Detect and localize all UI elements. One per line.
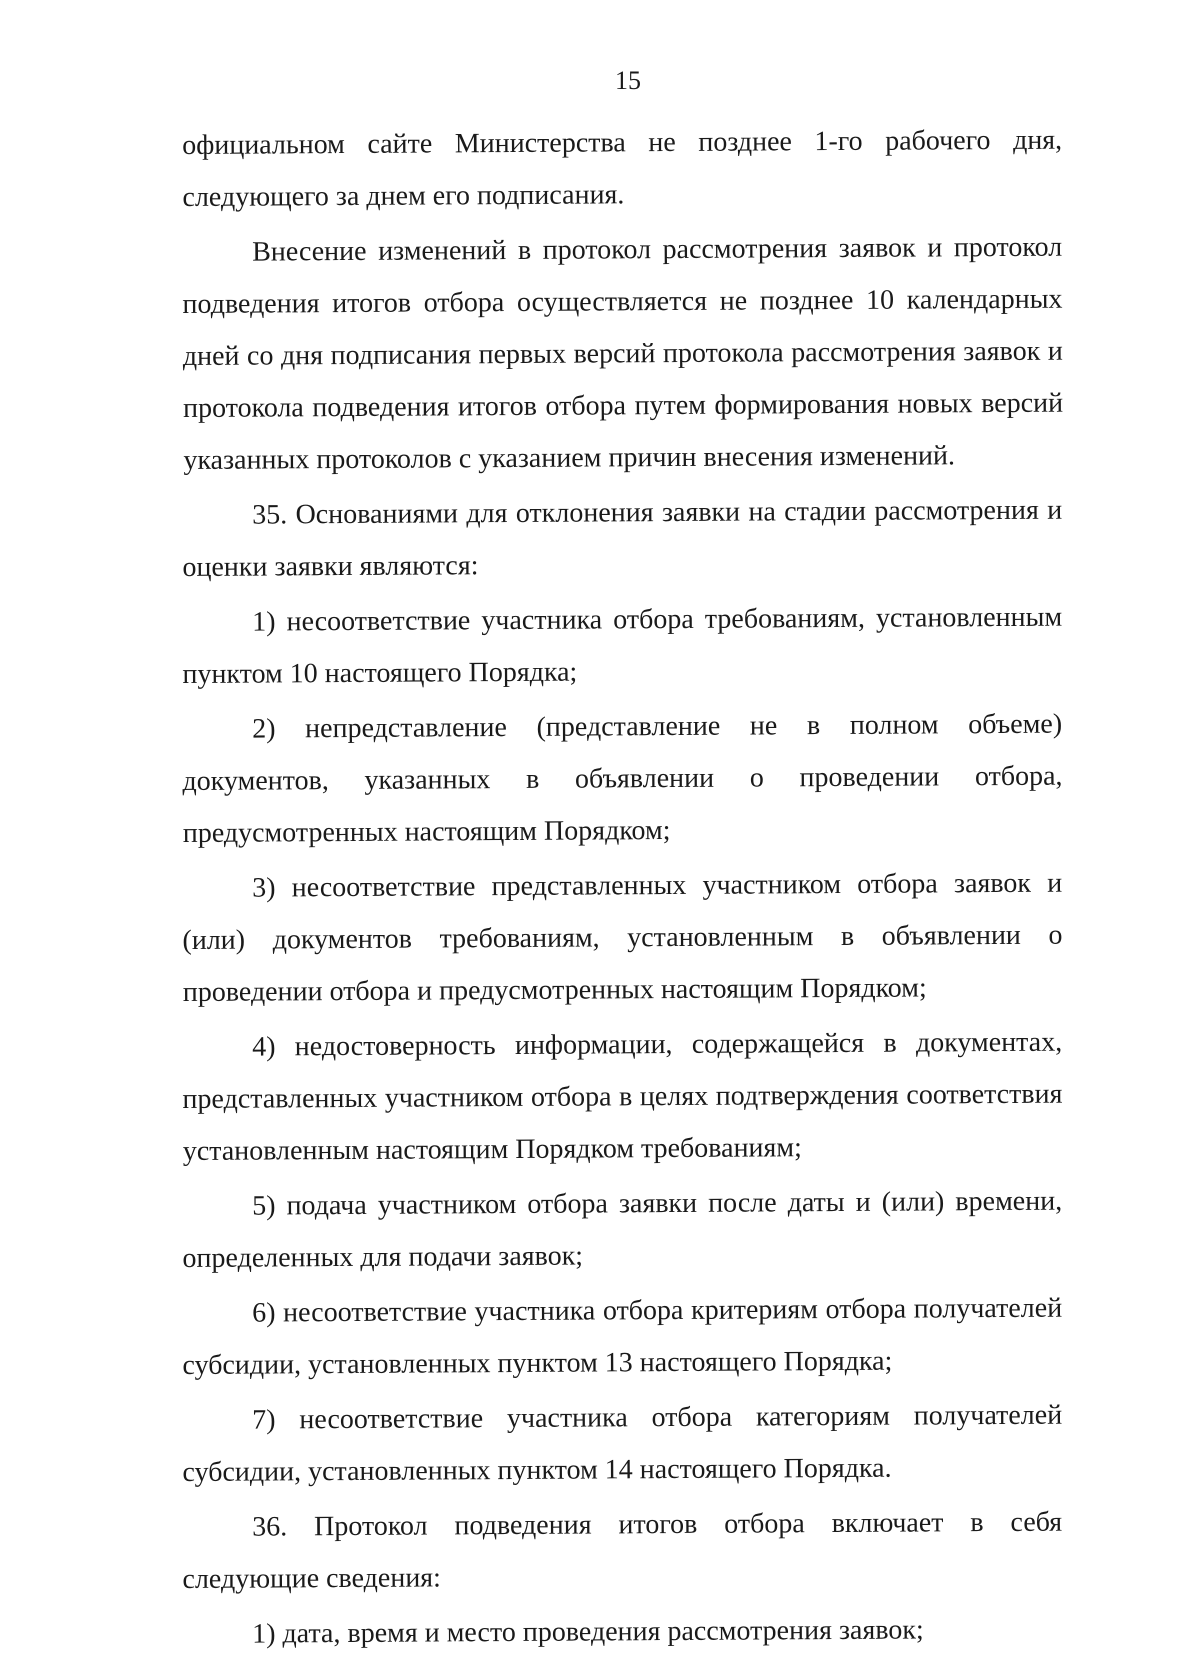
paragraph: Внесение изменений в протокол рассмотрения заявок и протокол подведения итогов отбора осуществляется не позднее 10 календарных дней со дня подписания первых версий протокола рассмотрения заявок и протокола подведения итогов отбора путем формирования новых версий указанных протоколов с указанием причин внесения изменений. bbox=[182, 231, 1064, 476]
list-item: 6) несоответствие участника отбора критериям отбора получателей субсидии, установленных пунктом 13 настоящего Порядка; bbox=[182, 1292, 1063, 1381]
document-body bbox=[182, 120, 1062, 1664]
list-item: 4) недостоверность информации, содержащейся в документах, представленных участником отбора в целях подтверждения соответствия установленным настоящим Порядком требованиям; bbox=[182, 1026, 1063, 1167]
paragraph: официальном сайте Министерства не позднее 1-го рабочего дня, следующего за днем его подписания. bbox=[182, 124, 1063, 213]
list-item: 2) непредставление (представление не в полном объеме) документов, указанных в объявлении о проведении отбора, предусмотренных настоящим Порядком; bbox=[182, 708, 1063, 849]
list-item: 5) подача участником отбора заявки после даты и (или) времени, определенных для подачи заявок; bbox=[182, 1185, 1063, 1274]
page-number: 15 bbox=[615, 66, 641, 95]
list-item: 3) несоответствие представленных участником отбора заявок и (или) документов требованиям, установленным в объявлении о проведении отбора и предусмотренных настоящим Порядком; bbox=[182, 867, 1063, 1008]
paragraph: 36. Протокол подведения итогов отбора включает в себя следующие сведения: bbox=[182, 1506, 1063, 1595]
list-item: 1) несоответствие участника отбора требованиям, установленным пунктом 10 настоящего Порядка; bbox=[182, 601, 1063, 690]
list-item: 7) несоответствие участника отбора категориям получателей субсидии, установленных пунктом 14 настоящего Порядка. bbox=[182, 1399, 1063, 1488]
paragraph: 35. Основаниями для отклонения заявки на стадии рассмотрения и оценки заявки являются: bbox=[182, 494, 1063, 583]
list-item: 1) дата, время и место проведения рассмотрения заявок; bbox=[252, 1614, 924, 1650]
